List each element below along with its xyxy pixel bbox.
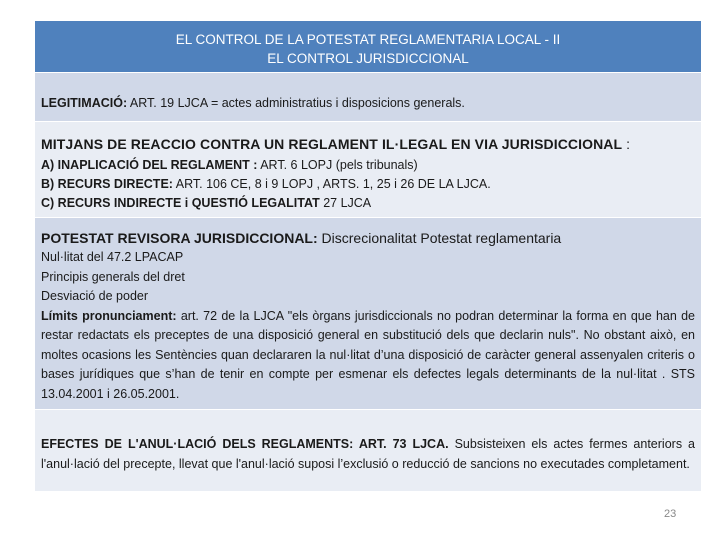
potestat-line-3: Desviació de poder bbox=[41, 289, 149, 303]
mitjans-row bbox=[35, 122, 702, 218]
title-line-2: EL CONTROL JURISDICCIONAL bbox=[267, 51, 469, 66]
potestat-row bbox=[35, 218, 702, 410]
limits-paragraph bbox=[41, 307, 695, 405]
efectes-row bbox=[35, 410, 702, 492]
page-number: 23 bbox=[664, 508, 677, 520]
item-a-text: ART. 6 LOPJ (pels tribunals) bbox=[257, 158, 418, 172]
efectes-cell bbox=[35, 410, 702, 492]
potestat-title: POTESTAT REVISORA JURISDICCIONAL: bbox=[41, 230, 318, 246]
potestat-line-1: Nul·litat del 47.2 LPACAP bbox=[41, 250, 184, 264]
item-a-prefix: A) INAPLICACIÓ DEL REGLAMENT : bbox=[41, 158, 258, 172]
legitimacio-cell bbox=[35, 73, 702, 122]
limits-label: Límits pronunciament: bbox=[41, 308, 177, 323]
header-row bbox=[35, 21, 702, 73]
potestat-line-2: Principis generals del dret bbox=[41, 269, 185, 284]
content-table bbox=[34, 20, 702, 492]
list-item bbox=[41, 156, 695, 175]
efectes-label: EFECTES DE L'ANUL·LACIÓ DELS REGLAMENTS: ART. 73 LJCA. bbox=[41, 437, 449, 451]
efectes-paragraph bbox=[41, 435, 695, 474]
slide-title bbox=[35, 21, 702, 73]
title-line-1: EL CONTROL DE LA POTESTAT REGLAMENTARIA LOCAL - II bbox=[175, 32, 561, 47]
mitjans-title-suffix: : bbox=[622, 136, 631, 152]
list-item bbox=[41, 175, 695, 194]
potestat-title-rest: Discrecionalitat Potestat reglamentaria bbox=[317, 230, 562, 246]
item-c-text: 27 LJCA bbox=[319, 196, 372, 210]
item-c-prefix: C) RECURS INDIRECTE i QUESTIÓ LEGALITAT bbox=[41, 196, 320, 210]
list-item bbox=[41, 194, 695, 213]
legitimacio-label: LEGITIMACIÓ: bbox=[41, 96, 128, 110]
mitjans-title: MITJANS DE REACCIO CONTRA UN REGLAMENT IL·LEGAL EN VIA JURISDICCIONAL bbox=[41, 136, 623, 152]
legitimacio-row bbox=[35, 73, 702, 122]
potestat-title-line bbox=[41, 230, 695, 246]
efectes-text: Subsisteixen els actes fermes anteriors a l'anul·lació del precepte, llevat que l'anul·lació suposi l’exclusió o reducció de sancions no executades completament. bbox=[41, 437, 695, 471]
limits-text: art. 72 de la LJCA "els òrgans jurisdiccionals no podran determinar la forma en que han de restar redactats els preceptes de una disposició general en substitució dels que declarin nuls". No obstant això, en moltes ocasions les Sentències quan declararen la nul·litat d’una disposició de caràcter general assenyalen criteris o bases jurídiques que s’han de tenir en compte per esmenar els defectes legals determinants de la nul·litat . STS 13.04.2001 i 26.05.2001. bbox=[41, 308, 696, 401]
mitjans-title-line bbox=[41, 136, 695, 152]
legitimacio-text: ART. 19 LJCA = actes administratius i disposicions generals. bbox=[127, 96, 465, 110]
item-b-prefix: B) RECURS DIRECTE: bbox=[41, 177, 173, 191]
mitjans-cell bbox=[35, 122, 702, 218]
item-b-text: ART. 106 CE, 8 i 9 LOPJ , ARTS. 1, 25 i 26 DE LA LJCA. bbox=[172, 177, 491, 191]
potestat-cell bbox=[35, 218, 702, 410]
